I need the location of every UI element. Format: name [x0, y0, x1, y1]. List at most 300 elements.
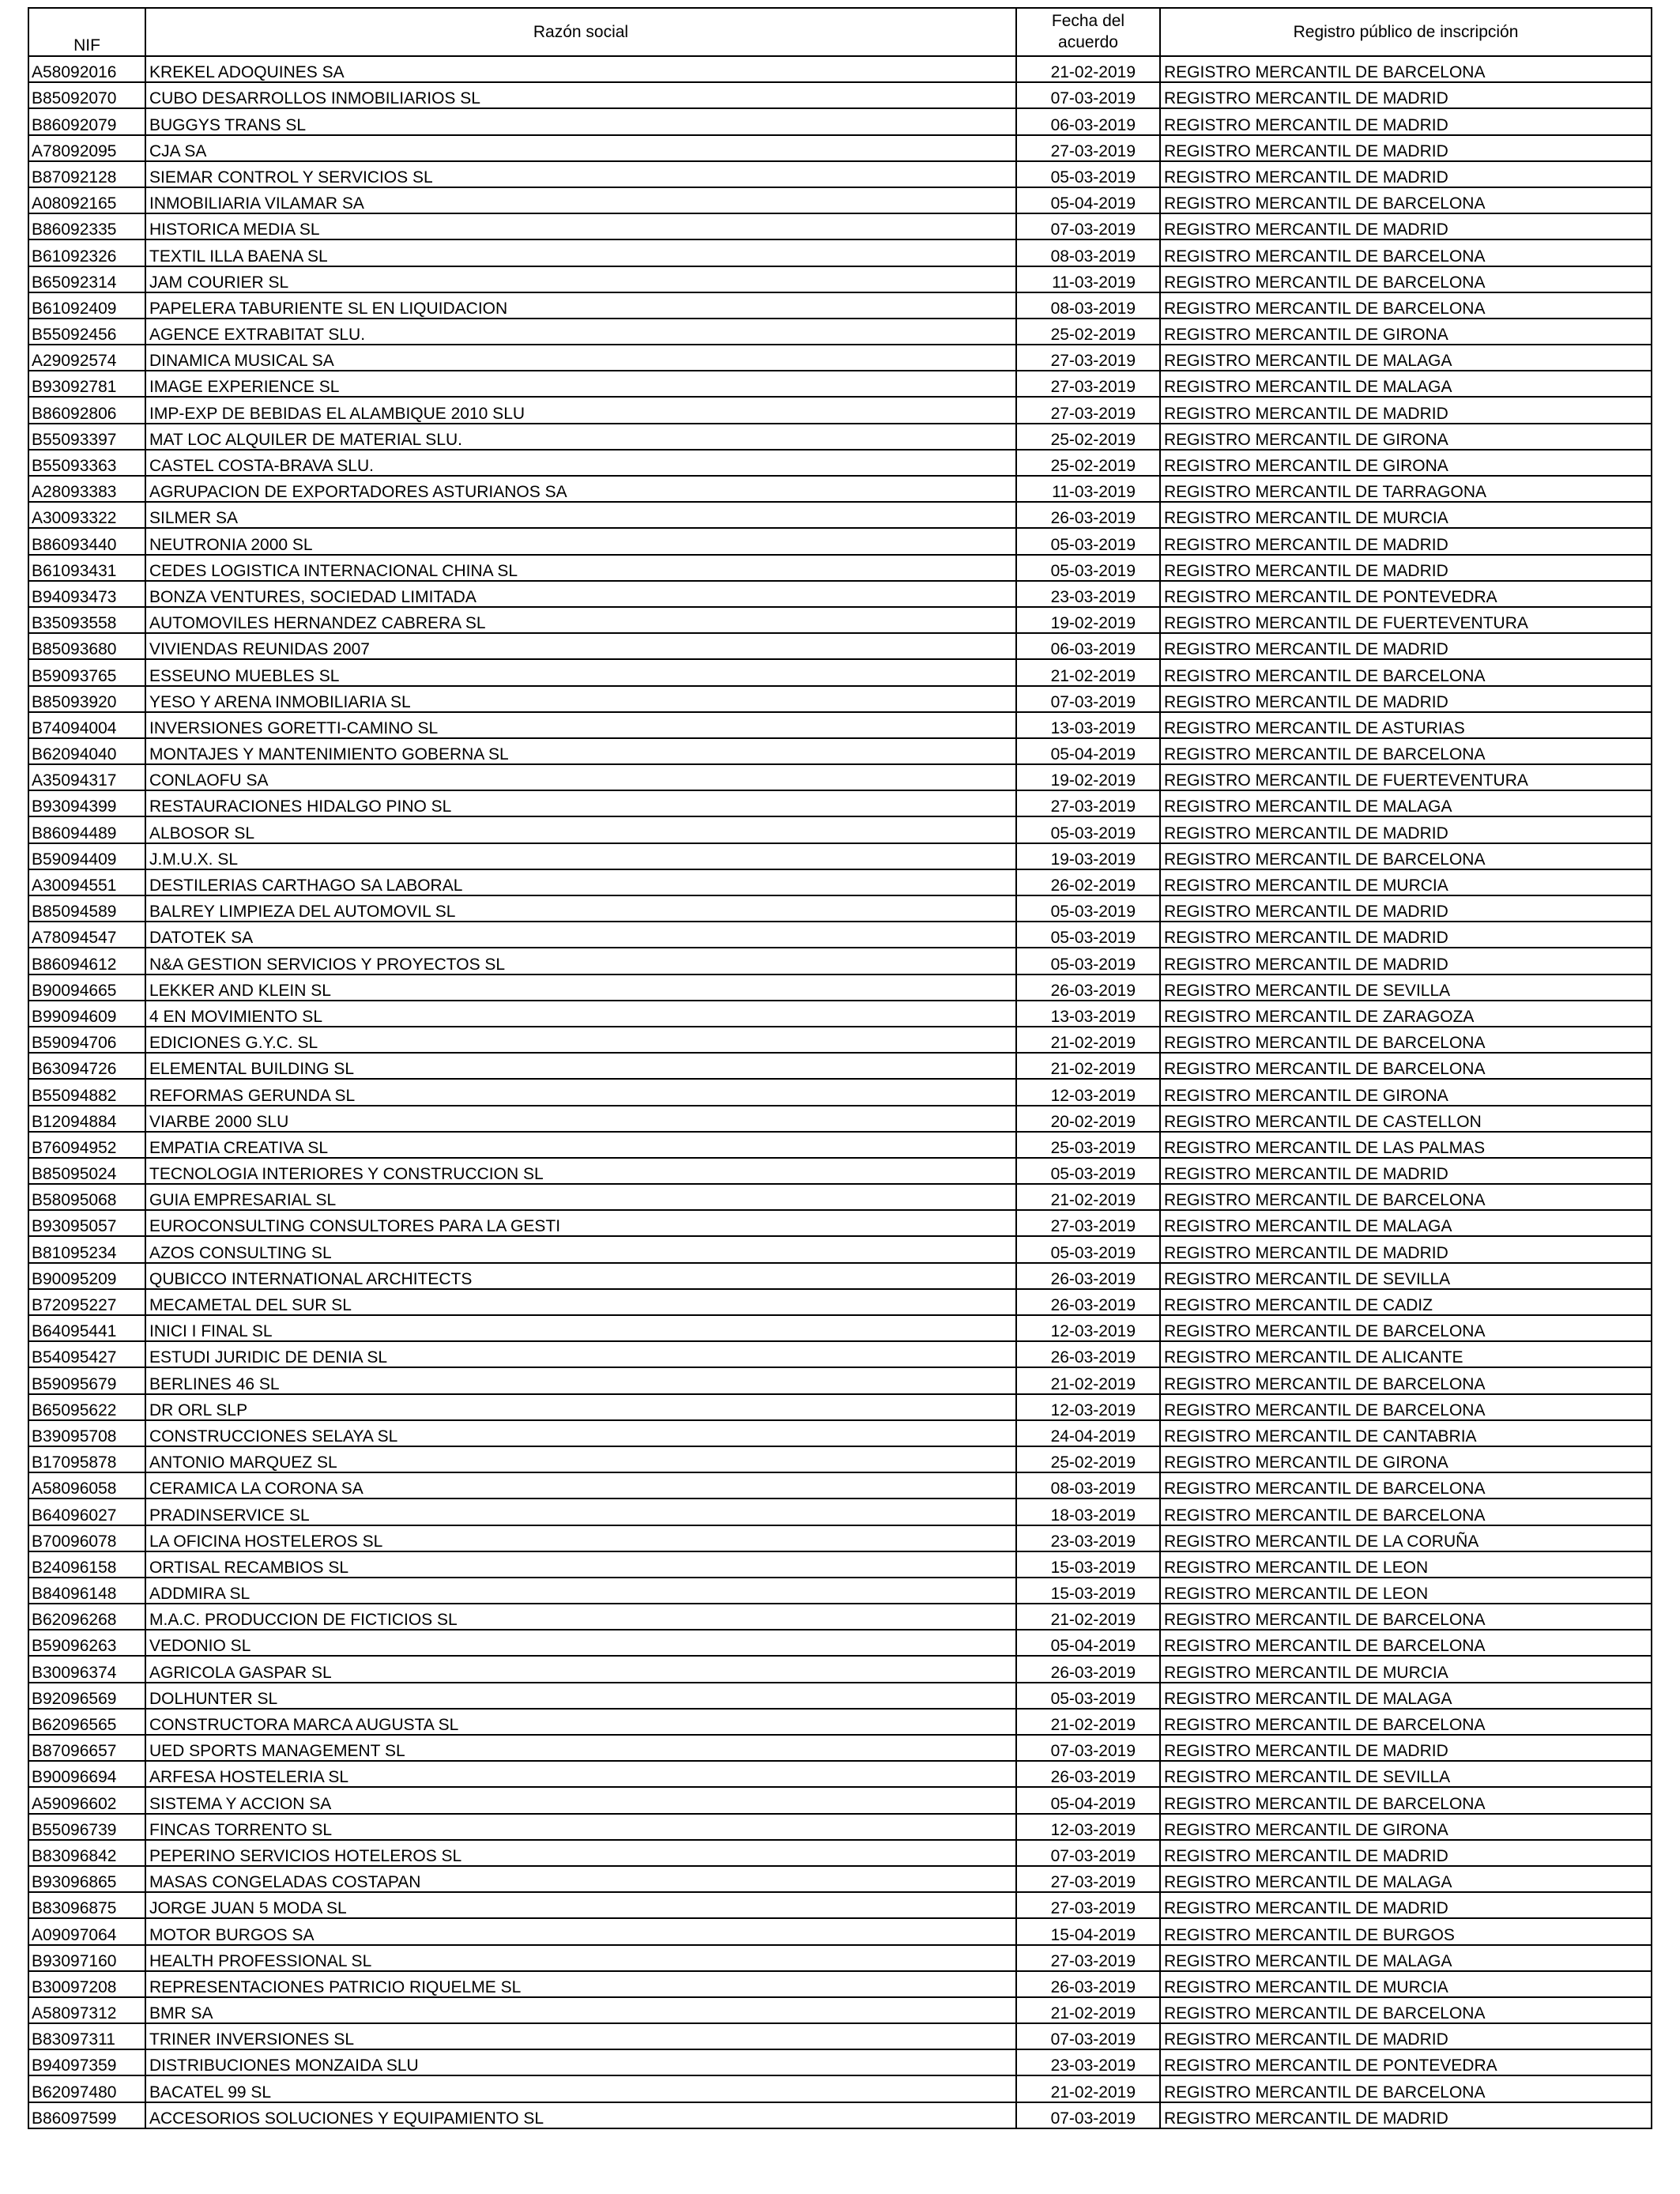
cell-registro: REGISTRO MERCANTIL DE BARCELONA — [1160, 2075, 1652, 2102]
cell-registro: REGISTRO MERCANTIL DE BARCELONA — [1160, 1315, 1652, 1341]
table-row — [28, 1761, 1652, 1787]
table-row — [28, 1971, 1652, 1997]
table-row — [28, 1184, 1652, 1210]
cell-fecha: 21-02-2019 — [1016, 1997, 1160, 2023]
cell-razon-social: SISTEMA Y ACCION SA — [145, 1787, 1016, 1813]
cell-razon-social: DESTILERIAS CARTHAGO SA LABORAL — [145, 869, 1016, 895]
cell-registro: REGISTRO MERCANTIL DE MADRID — [1160, 555, 1652, 581]
cell-nif: B55092456 — [28, 319, 145, 345]
cell-nif: B86094612 — [28, 948, 145, 974]
cell-registro: REGISTRO MERCANTIL DE LAS PALMAS — [1160, 1132, 1652, 1158]
cell-registro: REGISTRO MERCANTIL DE MALAGA — [1160, 790, 1652, 816]
cell-nif: B99094609 — [28, 1001, 145, 1027]
cell-nif: B24096158 — [28, 1551, 145, 1578]
cell-razon-social: MAT LOC ALQUILER DE MATERIAL SLU. — [145, 424, 1016, 450]
cell-registro: REGISTRO MERCANTIL DE BARCELONA — [1160, 292, 1652, 319]
cell-fecha: 15-03-2019 — [1016, 1551, 1160, 1578]
cell-razon-social: CASTEL COSTA-BRAVA SLU. — [145, 450, 1016, 476]
cell-fecha: 05-04-2019 — [1016, 738, 1160, 764]
cell-registro: REGISTRO MERCANTIL DE MADRID — [1160, 397, 1652, 423]
cell-registro: REGISTRO MERCANTIL DE GIRONA — [1160, 1814, 1652, 1840]
cell-nif: B62097480 — [28, 2075, 145, 2102]
cell-nif: B85095024 — [28, 1158, 145, 1184]
cell-razon-social: DINAMICA MUSICAL SA — [145, 345, 1016, 371]
cell-fecha: 27-03-2019 — [1016, 1866, 1160, 1892]
cell-fecha: 23-03-2019 — [1016, 2049, 1160, 2075]
cell-nif: B86092335 — [28, 213, 145, 239]
cell-fecha: 26-03-2019 — [1016, 1341, 1160, 1367]
cell-razon-social: ESTUDI JURIDIC DE DENIA SL — [145, 1341, 1016, 1367]
cell-fecha: 21-02-2019 — [1016, 2075, 1160, 2102]
cell-registro: REGISTRO MERCANTIL DE LA CORUÑA — [1160, 1525, 1652, 1551]
cell-nif: B90096694 — [28, 1761, 145, 1787]
table-row — [28, 1053, 1652, 1079]
cell-nif: B17095878 — [28, 1446, 145, 1472]
table-row — [28, 1315, 1652, 1341]
table-row — [28, 764, 1652, 790]
cell-razon-social: YESO Y ARENA INMOBILIARIA SL — [145, 686, 1016, 712]
table-row — [28, 1158, 1652, 1184]
cell-registro: REGISTRO MERCANTIL DE BARCELONA — [1160, 1787, 1652, 1813]
cell-registro: REGISTRO MERCANTIL DE ALICANTE — [1160, 1341, 1652, 1367]
cell-razon-social: ARFESA HOSTELERIA SL — [145, 1761, 1016, 1787]
cell-registro: REGISTRO MERCANTIL DE BARCELONA — [1160, 738, 1652, 764]
cell-razon-social: DOLHUNTER SL — [145, 1683, 1016, 1709]
cell-registro: REGISTRO MERCANTIL DE SEVILLA — [1160, 974, 1652, 1001]
cell-registro: REGISTRO MERCANTIL DE MADRID — [1160, 922, 1652, 948]
cell-fecha: 12-03-2019 — [1016, 1394, 1160, 1420]
cell-razon-social: TECNOLOGIA INTERIORES Y CONSTRUCCION SL — [145, 1158, 1016, 1184]
cell-nif: B86092806 — [28, 397, 145, 423]
cell-fecha: 27-03-2019 — [1016, 345, 1160, 371]
cell-razon-social: CEDES LOGISTICA INTERNACIONAL CHINA SL — [145, 555, 1016, 581]
cell-nif: B58095068 — [28, 1184, 145, 1210]
cell-registro: REGISTRO MERCANTIL DE MADRID — [1160, 895, 1652, 922]
table-row — [28, 1735, 1652, 1761]
cell-registro: REGISTRO MERCANTIL DE MADRID — [1160, 1158, 1652, 1184]
cell-registro: REGISTRO MERCANTIL DE MADRID — [1160, 633, 1652, 659]
cell-fecha: 06-03-2019 — [1016, 633, 1160, 659]
table-row — [28, 1997, 1652, 2023]
cell-fecha: 05-04-2019 — [1016, 1787, 1160, 1813]
cell-razon-social: 4 EN MOVIMIENTO SL — [145, 1001, 1016, 1027]
cell-razon-social: RESTAURACIONES HIDALGO PINO SL — [145, 790, 1016, 816]
cell-razon-social: ESSEUNO MUEBLES SL — [145, 659, 1016, 685]
cell-fecha: 27-03-2019 — [1016, 371, 1160, 397]
cell-fecha: 15-03-2019 — [1016, 1578, 1160, 1604]
cell-razon-social: EDICIONES G.Y.C. SL — [145, 1027, 1016, 1053]
cell-nif: A78092095 — [28, 135, 145, 161]
cell-nif: B54095427 — [28, 1341, 145, 1367]
cell-registro: REGISTRO MERCANTIL DE BURGOS — [1160, 1918, 1652, 1944]
cell-fecha: 05-04-2019 — [1016, 187, 1160, 213]
cell-fecha: 26-03-2019 — [1016, 1971, 1160, 1997]
table-row — [28, 450, 1652, 476]
cell-razon-social: REPRESENTACIONES PATRICIO RIQUELME SL — [145, 1971, 1016, 1997]
table-row — [28, 502, 1652, 528]
cell-razon-social: JORGE JUAN 5 MODA SL — [145, 1892, 1016, 1918]
cell-razon-social: DR ORL SLP — [145, 1394, 1016, 1420]
table-row — [28, 1472, 1652, 1498]
cell-fecha: 05-03-2019 — [1016, 816, 1160, 843]
cell-razon-social: TRINER INVERSIONES SL — [145, 2023, 1016, 2049]
cell-razon-social: CONSTRUCCIONES SELAYA SL — [145, 1420, 1016, 1446]
cell-registro: REGISTRO MERCANTIL DE GIRONA — [1160, 1079, 1652, 1105]
cell-nif: B93095057 — [28, 1210, 145, 1236]
table-row — [28, 1578, 1652, 1604]
cell-fecha: 27-03-2019 — [1016, 1210, 1160, 1236]
cell-fecha: 26-03-2019 — [1016, 1289, 1160, 1315]
cell-fecha: 11-03-2019 — [1016, 266, 1160, 292]
cell-nif: B93097160 — [28, 1945, 145, 1971]
table-row — [28, 1525, 1652, 1551]
cell-razon-social: AGENCE EXTRABITAT SLU. — [145, 319, 1016, 345]
cell-nif: B62094040 — [28, 738, 145, 764]
cell-nif: B85094589 — [28, 895, 145, 922]
cell-fecha: 07-03-2019 — [1016, 2102, 1160, 2128]
cell-nif: B65095622 — [28, 1394, 145, 1420]
cell-registro: REGISTRO MERCANTIL DE BARCELONA — [1160, 266, 1652, 292]
cell-fecha: 05-03-2019 — [1016, 1683, 1160, 1709]
cell-nif: B74094004 — [28, 712, 145, 738]
cell-fecha: 13-03-2019 — [1016, 712, 1160, 738]
cell-registro: REGISTRO MERCANTIL DE MALAGA — [1160, 1945, 1652, 1971]
cell-registro: REGISTRO MERCANTIL DE BARCELONA — [1160, 1394, 1652, 1420]
cell-fecha: 13-03-2019 — [1016, 1001, 1160, 1027]
cell-fecha: 27-03-2019 — [1016, 1892, 1160, 1918]
table-row — [28, 816, 1652, 843]
cell-nif: B72095227 — [28, 1289, 145, 1315]
cell-nif: B59095679 — [28, 1367, 145, 1393]
cell-nif: B93096865 — [28, 1866, 145, 1892]
cell-razon-social: ADDMIRA SL — [145, 1578, 1016, 1604]
cell-fecha: 15-04-2019 — [1016, 1918, 1160, 1944]
cell-nif: B90094665 — [28, 974, 145, 1001]
cell-nif: B83097311 — [28, 2023, 145, 2049]
table-row — [28, 1866, 1652, 1892]
cell-nif: A29092574 — [28, 345, 145, 371]
table-row — [28, 56, 1652, 82]
table-row — [28, 319, 1652, 345]
cell-registro: REGISTRO MERCANTIL DE MADRID — [1160, 2023, 1652, 2049]
table-row — [28, 476, 1652, 502]
table-row — [28, 1263, 1652, 1289]
cell-nif: B62096268 — [28, 1604, 145, 1630]
cell-razon-social: PEPERINO SERVICIOS HOTELEROS SL — [145, 1840, 1016, 1866]
cell-fecha: 25-03-2019 — [1016, 1132, 1160, 1158]
cell-fecha: 07-03-2019 — [1016, 1840, 1160, 1866]
table-row — [28, 2102, 1652, 2128]
cell-nif: A30093322 — [28, 502, 145, 528]
cell-registro: REGISTRO MERCANTIL DE BARCELONA — [1160, 187, 1652, 213]
table-row — [28, 1106, 1652, 1132]
cell-nif: B92096569 — [28, 1683, 145, 1709]
cell-razon-social: LEKKER AND KLEIN SL — [145, 974, 1016, 1001]
cell-fecha: 19-02-2019 — [1016, 607, 1160, 633]
table-row — [28, 2075, 1652, 2102]
table-row — [28, 1367, 1652, 1393]
cell-razon-social: CONLAOFU SA — [145, 764, 1016, 790]
cell-nif: B35093558 — [28, 607, 145, 633]
cell-registro: REGISTRO MERCANTIL DE CADIZ — [1160, 1289, 1652, 1315]
table-row — [28, 738, 1652, 764]
cell-razon-social: CJA SA — [145, 135, 1016, 161]
cell-registro: REGISTRO MERCANTIL DE MALAGA — [1160, 1866, 1652, 1892]
cell-nif: B85092070 — [28, 82, 145, 108]
cell-registro: REGISTRO MERCANTIL DE BARCELONA — [1160, 1027, 1652, 1053]
header-row — [28, 8, 1652, 56]
cell-razon-social: MASAS CONGELADAS COSTAPAN — [145, 1866, 1016, 1892]
cell-registro: REGISTRO MERCANTIL DE MALAGA — [1160, 371, 1652, 397]
cell-fecha: 27-03-2019 — [1016, 790, 1160, 816]
cell-registro: REGISTRO MERCANTIL DE MADRID — [1160, 1840, 1652, 1866]
cell-registro: REGISTRO MERCANTIL DE BARCELONA — [1160, 56, 1652, 82]
cell-nif: B86092079 — [28, 108, 145, 134]
cell-nif: B87096657 — [28, 1735, 145, 1761]
cell-fecha: 05-04-2019 — [1016, 1630, 1160, 1656]
cell-fecha: 21-02-2019 — [1016, 1709, 1160, 1735]
cell-fecha: 23-03-2019 — [1016, 581, 1160, 607]
cell-registro: REGISTRO MERCANTIL DE BARCELONA — [1160, 1709, 1652, 1735]
cell-razon-social: MOTOR BURGOS SA — [145, 1918, 1016, 1944]
cell-razon-social: PRADINSERVICE SL — [145, 1498, 1016, 1525]
cell-nif: B39095708 — [28, 1420, 145, 1446]
cell-nif: A28093383 — [28, 476, 145, 502]
cell-registro: REGISTRO MERCANTIL DE MADRID — [1160, 135, 1652, 161]
cell-nif: A09097064 — [28, 1918, 145, 1944]
cell-razon-social: QUBICCO INTERNATIONAL ARCHITECTS — [145, 1263, 1016, 1289]
header-registro: Registro público de inscripción — [1160, 8, 1652, 56]
cell-fecha: 26-02-2019 — [1016, 869, 1160, 895]
table-row — [28, 266, 1652, 292]
cell-registro: REGISTRO MERCANTIL DE BARCELONA — [1160, 1997, 1652, 2023]
cell-razon-social: BERLINES 46 SL — [145, 1367, 1016, 1393]
table-row — [28, 712, 1652, 738]
cell-razon-social: JAM COURIER SL — [145, 266, 1016, 292]
cell-registro: REGISTRO MERCANTIL DE BARCELONA — [1160, 1184, 1652, 1210]
table-row — [28, 213, 1652, 239]
table-body — [28, 56, 1652, 2128]
table-row — [28, 607, 1652, 633]
table-row — [28, 345, 1652, 371]
cell-nif: B70096078 — [28, 1525, 145, 1551]
cell-fecha: 07-03-2019 — [1016, 2023, 1160, 2049]
cell-nif: B12094884 — [28, 1106, 145, 1132]
cell-nif: B30097208 — [28, 1971, 145, 1997]
table-row — [28, 1683, 1652, 1709]
cell-nif: B85093920 — [28, 686, 145, 712]
cell-fecha: 24-04-2019 — [1016, 1420, 1160, 1446]
cell-nif: A58096058 — [28, 1472, 145, 1498]
cell-razon-social: N&A GESTION SERVICIOS Y PROYECTOS SL — [145, 948, 1016, 974]
cell-razon-social: SILMER SA — [145, 502, 1016, 528]
table-row — [28, 1210, 1652, 1236]
cell-registro: REGISTRO MERCANTIL DE TARRAGONA — [1160, 476, 1652, 502]
cell-registro: REGISTRO MERCANTIL DE MADRID — [1160, 816, 1652, 843]
cell-nif: B90095209 — [28, 1263, 145, 1289]
cell-registro: REGISTRO MERCANTIL DE BARCELONA — [1160, 1630, 1652, 1656]
cell-registro: REGISTRO MERCANTIL DE BARCELONA — [1160, 1498, 1652, 1525]
cell-razon-social: NEUTRONIA 2000 SL — [145, 528, 1016, 554]
cell-razon-social: ANTONIO MARQUEZ SL — [145, 1446, 1016, 1472]
cell-razon-social: UED SPORTS MANAGEMENT SL — [145, 1735, 1016, 1761]
table-row — [28, 1604, 1652, 1630]
table-row — [28, 397, 1652, 423]
cell-registro: REGISTRO MERCANTIL DE MURCIA — [1160, 1656, 1652, 1682]
cell-fecha: 05-03-2019 — [1016, 948, 1160, 974]
table-row — [28, 1001, 1652, 1027]
table-row — [28, 108, 1652, 134]
cell-razon-social: VEDONIO SL — [145, 1630, 1016, 1656]
table-row — [28, 1945, 1652, 1971]
cell-razon-social: FINCAS TORRENTO SL — [145, 1814, 1016, 1840]
cell-nif: B30096374 — [28, 1656, 145, 1682]
cell-razon-social: DATOTEK SA — [145, 922, 1016, 948]
cell-nif: B62096565 — [28, 1709, 145, 1735]
table-row — [28, 1079, 1652, 1105]
cell-razon-social: INICI I FINAL SL — [145, 1315, 1016, 1341]
cell-fecha: 08-03-2019 — [1016, 1472, 1160, 1498]
cell-fecha: 12-03-2019 — [1016, 1079, 1160, 1105]
cell-razon-social: DISTRIBUCIONES MONZAIDA SLU — [145, 2049, 1016, 2075]
table-row — [28, 922, 1652, 948]
cell-fecha: 08-03-2019 — [1016, 239, 1160, 266]
cell-registro: REGISTRO MERCANTIL DE MADRID — [1160, 2102, 1652, 2128]
cell-razon-social: PAPELERA TABURIENTE SL EN LIQUIDACION — [145, 292, 1016, 319]
cell-nif: A30094551 — [28, 869, 145, 895]
cell-fecha: 07-03-2019 — [1016, 213, 1160, 239]
cell-razon-social: LA OFICINA HOSTELEROS SL — [145, 1525, 1016, 1551]
cell-razon-social: ACCESORIOS SOLUCIONES Y EQUIPAMIENTO SL — [145, 2102, 1016, 2128]
cell-razon-social: AGRICOLA GASPAR SL — [145, 1656, 1016, 1682]
cell-registro: REGISTRO MERCANTIL DE MADRID — [1160, 1236, 1652, 1262]
table-row — [28, 1394, 1652, 1420]
cell-razon-social: BMR SA — [145, 1997, 1016, 2023]
cell-razon-social: J.M.U.X. SL — [145, 843, 1016, 869]
cell-registro: REGISTRO MERCANTIL DE MURCIA — [1160, 502, 1652, 528]
cell-fecha: 18-03-2019 — [1016, 1498, 1160, 1525]
cell-nif: A59096602 — [28, 1787, 145, 1813]
cell-registro: REGISTRO MERCANTIL DE GIRONA — [1160, 1446, 1652, 1472]
cell-nif: B65092314 — [28, 266, 145, 292]
header-nif: NIF — [28, 8, 145, 56]
cell-nif: B83096842 — [28, 1840, 145, 1866]
table-row — [28, 1709, 1652, 1735]
cell-razon-social: AZOS CONSULTING SL — [145, 1236, 1016, 1262]
table-row — [28, 790, 1652, 816]
cell-razon-social: IMP-EXP DE BEBIDAS EL ALAMBIQUE 2010 SLU — [145, 397, 1016, 423]
cell-nif: B61092326 — [28, 239, 145, 266]
table-row — [28, 869, 1652, 895]
cell-registro: REGISTRO MERCANTIL DE FUERTEVENTURA — [1160, 764, 1652, 790]
cell-nif: B83096875 — [28, 1892, 145, 1918]
cell-fecha: 05-03-2019 — [1016, 555, 1160, 581]
table-row — [28, 1814, 1652, 1840]
cell-fecha: 05-03-2019 — [1016, 895, 1160, 922]
table-row — [28, 843, 1652, 869]
cell-fecha: 27-03-2019 — [1016, 397, 1160, 423]
table-row — [28, 1420, 1652, 1446]
cell-razon-social: ALBOSOR SL — [145, 816, 1016, 843]
cell-registro: REGISTRO MERCANTIL DE PONTEVEDRA — [1160, 581, 1652, 607]
cell-registro: REGISTRO MERCANTIL DE MADRID — [1160, 1892, 1652, 1918]
cell-nif: B55094882 — [28, 1079, 145, 1105]
cell-registro: REGISTRO MERCANTIL DE MURCIA — [1160, 1971, 1652, 1997]
cell-razon-social: BONZA VENTURES, SOCIEDAD LIMITADA — [145, 581, 1016, 607]
cell-fecha: 26-03-2019 — [1016, 1263, 1160, 1289]
table-row — [28, 528, 1652, 554]
cell-razon-social: REFORMAS GERUNDA SL — [145, 1079, 1016, 1105]
cell-razon-social: SIEMAR CONTROL Y SERVICIOS SL — [145, 161, 1016, 187]
table-row — [28, 1341, 1652, 1367]
table-row — [28, 974, 1652, 1001]
cell-registro: REGISTRO MERCANTIL DE GIRONA — [1160, 450, 1652, 476]
cell-nif: B87092128 — [28, 161, 145, 187]
table-row — [28, 187, 1652, 213]
cell-razon-social: IMAGE EXPERIENCE SL — [145, 371, 1016, 397]
cell-registro: REGISTRO MERCANTIL DE MALAGA — [1160, 1210, 1652, 1236]
cell-fecha: 25-02-2019 — [1016, 450, 1160, 476]
table-row — [28, 1918, 1652, 1944]
cell-fecha: 05-03-2019 — [1016, 1236, 1160, 1262]
table-row — [28, 2049, 1652, 2075]
cell-fecha: 25-02-2019 — [1016, 319, 1160, 345]
cell-registro: REGISTRO MERCANTIL DE ASTURIAS — [1160, 712, 1652, 738]
table-row — [28, 371, 1652, 397]
table-row — [28, 161, 1652, 187]
table-row — [28, 555, 1652, 581]
cell-registro: REGISTRO MERCANTIL DE BARCELONA — [1160, 1604, 1652, 1630]
cell-fecha: 12-03-2019 — [1016, 1814, 1160, 1840]
table-row — [28, 948, 1652, 974]
cell-nif: B94097359 — [28, 2049, 145, 2075]
cell-razon-social: ELEMENTAL BUILDING SL — [145, 1053, 1016, 1079]
cell-razon-social: CERAMICA LA CORONA SA — [145, 1472, 1016, 1498]
cell-nif: B85093680 — [28, 633, 145, 659]
cell-fecha: 25-02-2019 — [1016, 424, 1160, 450]
cell-razon-social: M.A.C. PRODUCCION DE FICTICIOS SL — [145, 1604, 1016, 1630]
cell-razon-social: AGRUPACION DE EXPORTADORES ASTURIANOS SA — [145, 476, 1016, 502]
cell-nif: B61093431 — [28, 555, 145, 581]
cell-fecha: 21-02-2019 — [1016, 1604, 1160, 1630]
cell-registro: REGISTRO MERCANTIL DE MADRID — [1160, 686, 1652, 712]
table-row — [28, 1630, 1652, 1656]
cell-fecha: 25-02-2019 — [1016, 1446, 1160, 1472]
cell-registro: REGISTRO MERCANTIL DE LEON — [1160, 1578, 1652, 1604]
cell-razon-social: VIARBE 2000 SLU — [145, 1106, 1016, 1132]
table-row — [28, 895, 1652, 922]
cell-registro: REGISTRO MERCANTIL DE BARCELONA — [1160, 843, 1652, 869]
cell-registro: REGISTRO MERCANTIL DE MADRID — [1160, 948, 1652, 974]
cell-razon-social: INVERSIONES GORETTI-CAMINO SL — [145, 712, 1016, 738]
cell-nif: B93092781 — [28, 371, 145, 397]
cell-razon-social: EMPATIA CREATIVA SL — [145, 1132, 1016, 1158]
cell-registro: REGISTRO MERCANTIL DE BARCELONA — [1160, 1472, 1652, 1498]
table-row — [28, 686, 1652, 712]
cell-razon-social: KREKEL ADOQUINES SA — [145, 56, 1016, 82]
cell-razon-social: AUTOMOVILES HERNANDEZ CABRERA SL — [145, 607, 1016, 633]
table-row — [28, 581, 1652, 607]
cell-razon-social: TEXTIL ILLA BAENA SL — [145, 239, 1016, 266]
cell-registro: REGISTRO MERCANTIL DE MURCIA — [1160, 869, 1652, 895]
cell-registro: REGISTRO MERCANTIL DE CASTELLON — [1160, 1106, 1652, 1132]
table-row — [28, 1551, 1652, 1578]
cell-nif: A58092016 — [28, 56, 145, 82]
cell-fecha: 05-03-2019 — [1016, 528, 1160, 554]
table-row — [28, 1236, 1652, 1262]
table-row — [28, 1656, 1652, 1682]
cell-registro: REGISTRO MERCANTIL DE BARCELONA — [1160, 659, 1652, 685]
